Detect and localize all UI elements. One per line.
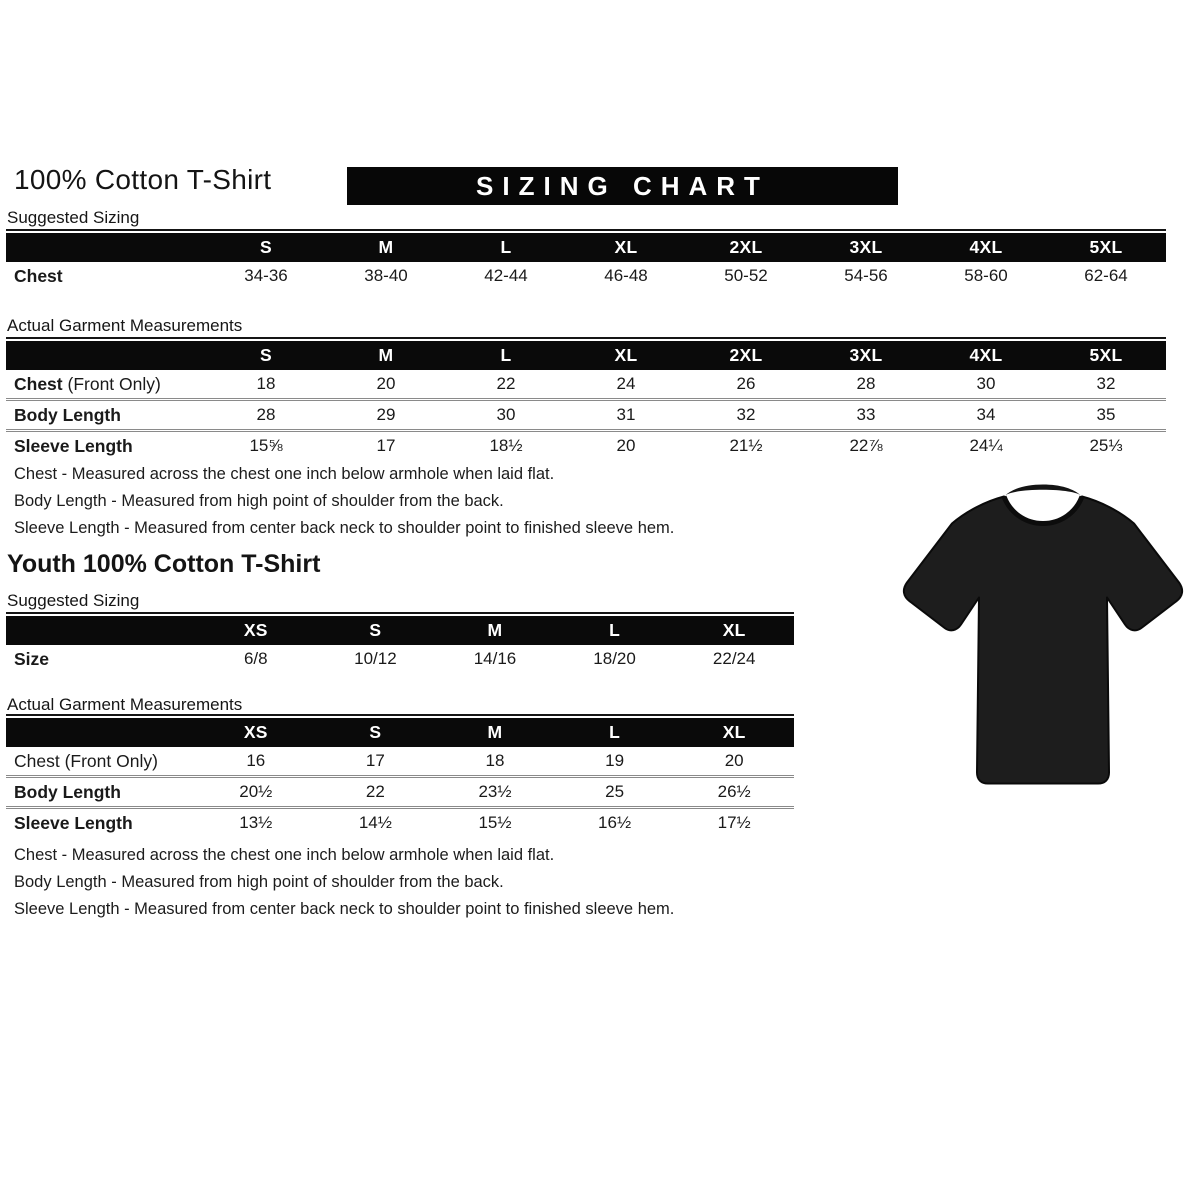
measurement-row-label: Chest (Front Only)	[14, 373, 161, 394]
note-line: Body Length - Measured from high point of shoulder from the back.	[14, 873, 504, 891]
measurement-value: 22	[496, 374, 516, 393]
measurement-row	[6, 400, 1166, 431]
measurement-row	[6, 645, 794, 673]
measurement-row	[6, 747, 794, 777]
size-header-row	[6, 718, 794, 747]
measurement-row-label: Sleeve Length	[6, 431, 206, 461]
size-header-row	[6, 616, 794, 645]
measurement-value: 20	[724, 751, 744, 770]
measurement-value: 18	[256, 374, 276, 393]
measurement-value: 29	[326, 400, 446, 431]
size-column-header: M	[435, 718, 555, 747]
measurement-row-label: Body Length	[6, 400, 206, 431]
size-column-header: 4XL	[926, 341, 1046, 370]
measurement-value: 32	[686, 400, 806, 431]
measurement-value: 17	[326, 431, 446, 461]
measurement-value: 38-40	[364, 266, 408, 285]
tshirt-body	[904, 497, 1182, 784]
measurement-value: 54-56	[844, 266, 888, 285]
measurement-row	[6, 370, 1166, 400]
measurement-value: 30	[446, 400, 566, 431]
measurement-value: 10/12	[354, 649, 397, 668]
measurement-value: 14½	[316, 808, 436, 838]
tshirt-graphic	[893, 478, 1193, 808]
measurement-row	[6, 262, 1166, 290]
note-line: Sleeve Length - Measured from center back neck to shoulder point to finished sleeve hem.	[14, 900, 675, 918]
adult-actual-measurements-table	[6, 341, 1166, 460]
measurement-row	[6, 431, 1166, 461]
measurement-value: 16½	[555, 808, 675, 838]
measurement-value: 15⅝	[206, 431, 326, 461]
divider-line	[6, 612, 794, 614]
measurement-value: 20	[376, 374, 396, 393]
size-column-header: S	[206, 233, 326, 262]
adult-measurement-notes	[14, 461, 674, 542]
adult-suggested-sizing-label: Suggested Sizing	[7, 208, 140, 227]
size-column-header: XL	[566, 233, 686, 262]
sizing-chart-banner-text: SIZING CHART	[476, 170, 769, 201]
size-column-header: XL	[674, 718, 794, 747]
page-title: 100% Cotton T-Shirt	[14, 164, 272, 195]
measurement-value: 24	[616, 374, 636, 393]
measurement-value: 25	[555, 777, 675, 808]
measurement-row-label: Body Length	[6, 777, 196, 808]
measurement-value: 22	[316, 777, 436, 808]
measurement-value: 18	[485, 751, 505, 770]
measurement-value: 62-64	[1084, 266, 1128, 285]
size-column-header: L	[555, 616, 675, 645]
measurement-value: 20	[566, 431, 686, 461]
measurement-value: 26	[736, 374, 756, 393]
size-column-header: L	[446, 233, 566, 262]
header-spacer-cell	[6, 341, 206, 370]
size-header-row	[6, 341, 1166, 370]
adult-suggested-sizing-table	[6, 233, 1166, 290]
note-line: Chest - Measured across the chest one inch below armhole when laid flat.	[14, 465, 555, 483]
size-column-header: L	[555, 718, 675, 747]
measurement-value: 19	[605, 751, 625, 770]
measurement-value: 30	[976, 374, 996, 393]
size-column-header: 2XL	[686, 233, 806, 262]
measurement-row	[6, 808, 794, 838]
measurement-value: 26½	[674, 777, 794, 808]
measurement-value: 25⅓	[1046, 431, 1166, 461]
measurement-value: 23½	[435, 777, 555, 808]
size-column-header: L	[446, 341, 566, 370]
measurement-value: 17½	[674, 808, 794, 838]
size-column-header: 5XL	[1046, 341, 1166, 370]
size-column-header: 4XL	[926, 233, 1046, 262]
header-spacer-cell	[6, 718, 196, 747]
measurement-row-label: Chest	[14, 265, 63, 286]
measurement-value: 18½	[446, 431, 566, 461]
sizing-chart-banner	[347, 167, 898, 205]
size-column-header: 3XL	[806, 341, 926, 370]
measurement-value: 22⅞	[806, 431, 926, 461]
measurement-value: 35	[1046, 400, 1166, 431]
measurement-value: 16	[246, 751, 266, 770]
measurement-value: 21½	[686, 431, 806, 461]
size-column-header: S	[206, 341, 326, 370]
measurement-value: 31	[566, 400, 686, 431]
measurement-value: 6/8	[243, 649, 268, 668]
measurement-value: 22/24	[712, 649, 756, 668]
size-column-header: S	[316, 616, 436, 645]
measurement-row-label: Chest (Front Only)	[14, 750, 158, 771]
measurement-value: 46-48	[604, 266, 648, 285]
size-column-header: 3XL	[806, 233, 926, 262]
youth-measurement-notes	[14, 842, 674, 923]
size-column-header: XS	[196, 718, 316, 747]
divider-line	[6, 229, 1166, 231]
measurement-value: 15½	[435, 808, 555, 838]
size-column-header: 2XL	[686, 341, 806, 370]
youth-suggested-sizing-label: Suggested Sizing	[7, 591, 140, 610]
black-tshirt-image	[893, 478, 1193, 808]
measurement-value: 14/16	[473, 649, 517, 668]
size-column-header: 5XL	[1046, 233, 1166, 262]
size-column-header: M	[326, 233, 446, 262]
note-line: Sleeve Length - Measured from center back neck to shoulder point to finished sleeve hem.	[14, 519, 675, 537]
divider-line	[6, 337, 1166, 339]
note-line: Chest - Measured across the chest one inch below armhole when laid flat.	[14, 846, 555, 864]
divider-line	[6, 714, 794, 716]
measurement-value: 17	[365, 751, 385, 770]
youth-actual-measurements-table	[6, 718, 794, 837]
measurement-row-label: Sleeve Length	[6, 808, 196, 838]
measurement-value: 24¼	[926, 431, 1046, 461]
header-spacer-cell	[6, 616, 196, 645]
measurement-value: 13½	[196, 808, 316, 838]
size-column-header: S	[316, 718, 436, 747]
measurement-value: 28	[206, 400, 326, 431]
youth-page-title: Youth 100% Cotton T-Shirt	[7, 550, 321, 578]
size-column-header: M	[435, 616, 555, 645]
youth-suggested-sizing-table	[6, 616, 794, 673]
measurement-value: 34	[926, 400, 1046, 431]
measurement-value: 58-60	[964, 266, 1008, 285]
size-column-header: XL	[674, 616, 794, 645]
size-header-row	[6, 233, 1166, 262]
measurement-row-label: Size	[14, 648, 50, 669]
measurement-value: 50-52	[724, 266, 768, 285]
measurement-value: 32	[1096, 374, 1116, 393]
measurement-value: 28	[856, 374, 876, 393]
measurement-value: 33	[806, 400, 926, 431]
measurement-value: 42-44	[484, 266, 528, 285]
note-line: Body Length - Measured from high point of shoulder from the back.	[14, 492, 504, 510]
header-spacer-cell	[6, 233, 206, 262]
youth-actual-measurements-label: Actual Garment Measurements	[7, 695, 243, 714]
tshirt-collar-back	[1004, 485, 1082, 497]
measurement-value: 20½	[196, 777, 316, 808]
measurement-row	[6, 777, 794, 808]
adult-actual-measurements-label: Actual Garment Measurements	[7, 316, 243, 335]
measurement-value: 34-36	[244, 266, 288, 285]
size-column-header: M	[326, 341, 446, 370]
size-column-header: XS	[196, 616, 316, 645]
size-column-header: XL	[566, 341, 686, 370]
measurement-value: 18/20	[593, 649, 636, 668]
